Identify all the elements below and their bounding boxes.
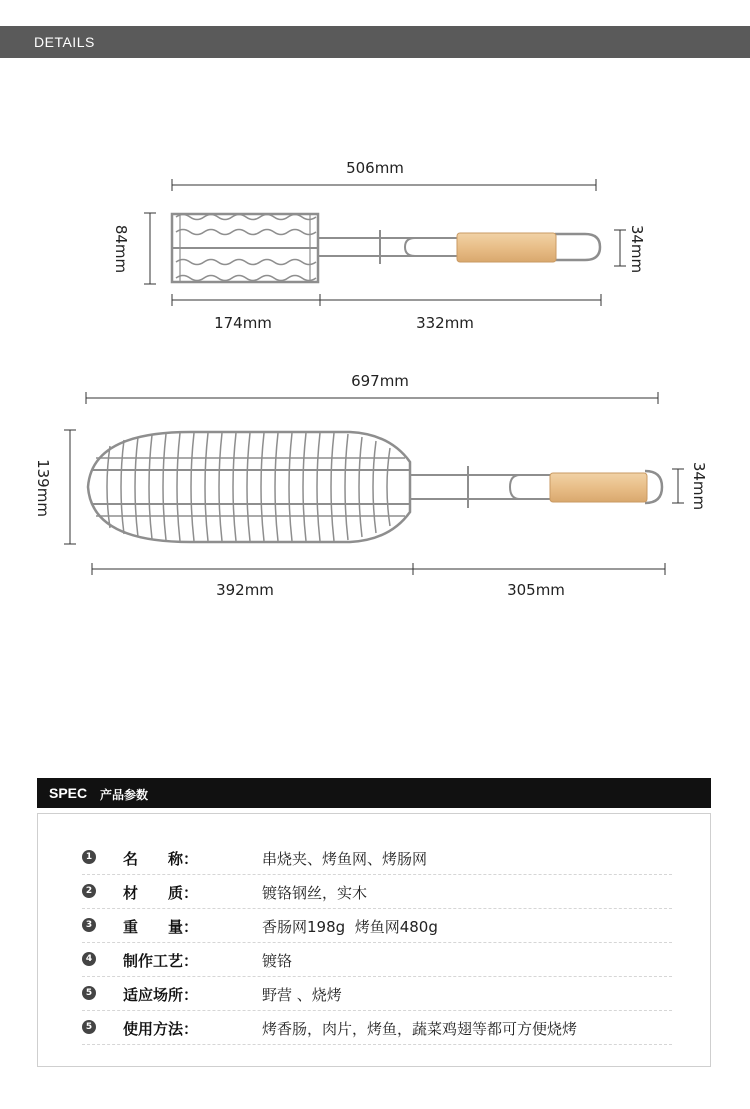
spec-row-material (82, 875, 672, 909)
spec-value: 野营 、烧烤 (262, 986, 342, 1004)
fish-handle-loop (645, 471, 662, 503)
spec-key: 名 称： (123, 850, 199, 868)
spec-header (37, 778, 711, 808)
sausage-handle-length: 332mm (416, 314, 474, 332)
fish-handle-length: 305mm (507, 581, 565, 599)
spec-key: 使用方法： (123, 1020, 199, 1038)
sausage-basket-wave-mid2 (176, 260, 316, 265)
sausage-basket-wave-bottom (176, 276, 316, 281)
sausage-total-length: 506mm (346, 159, 404, 177)
fish-basket-length: 392mm (216, 581, 274, 599)
spec-value: 镀铬钢丝，实木 (262, 884, 368, 902)
sausage-height: 84mm (112, 224, 130, 274)
sausage-basket-wave-mid1 (176, 230, 316, 235)
spec-value: 香肠网198g 烤鱼网480g (262, 918, 438, 936)
sausage-basket-length: 174mm (214, 314, 272, 332)
row-number-badge: 1 (82, 850, 96, 864)
spec-key: 材 质： (123, 884, 199, 902)
details-title: DETAILS (34, 34, 95, 50)
spec-key: 适应场所： (123, 986, 199, 1004)
spec-value: 串烧夹、烤鱼网、烤肠网 (262, 850, 428, 868)
spec-row-process (82, 943, 672, 977)
row-number-badge: 2 (82, 884, 96, 898)
spec-title-cn: 产品参数 (100, 788, 149, 802)
spec-value: 镀铬 (262, 952, 293, 970)
sausage-handle-loop (555, 234, 600, 260)
spec-table (37, 813, 711, 1067)
spec-key: 制作工艺： (123, 952, 199, 970)
fish-height: 139mm (34, 459, 52, 517)
spec-key: 重 量： (123, 918, 199, 936)
row-number-badge: 3 (82, 918, 96, 932)
spec-row-usage (82, 1011, 672, 1045)
spec-row-weight (82, 909, 672, 943)
spec-row-venue (82, 977, 672, 1011)
spec-row-name (82, 841, 672, 875)
row-number-badge: 4 (82, 952, 96, 966)
sausage-wood-handle (457, 233, 556, 262)
fish-wood-handle (550, 473, 647, 502)
spec-title-en: SPEC (49, 785, 88, 801)
row-number-badge: 5 (82, 1020, 96, 1034)
fish-handle-height: 34mm (690, 461, 708, 511)
spec-value: 烤香肠，肉片，烤鱼，蔬菜鸡翅等都可方便烧烤 (262, 1020, 578, 1038)
row-number-badge: 5 (82, 986, 96, 1000)
sausage-handle-height: 34mm (628, 224, 646, 274)
fish-total-length: 697mm (351, 372, 409, 390)
